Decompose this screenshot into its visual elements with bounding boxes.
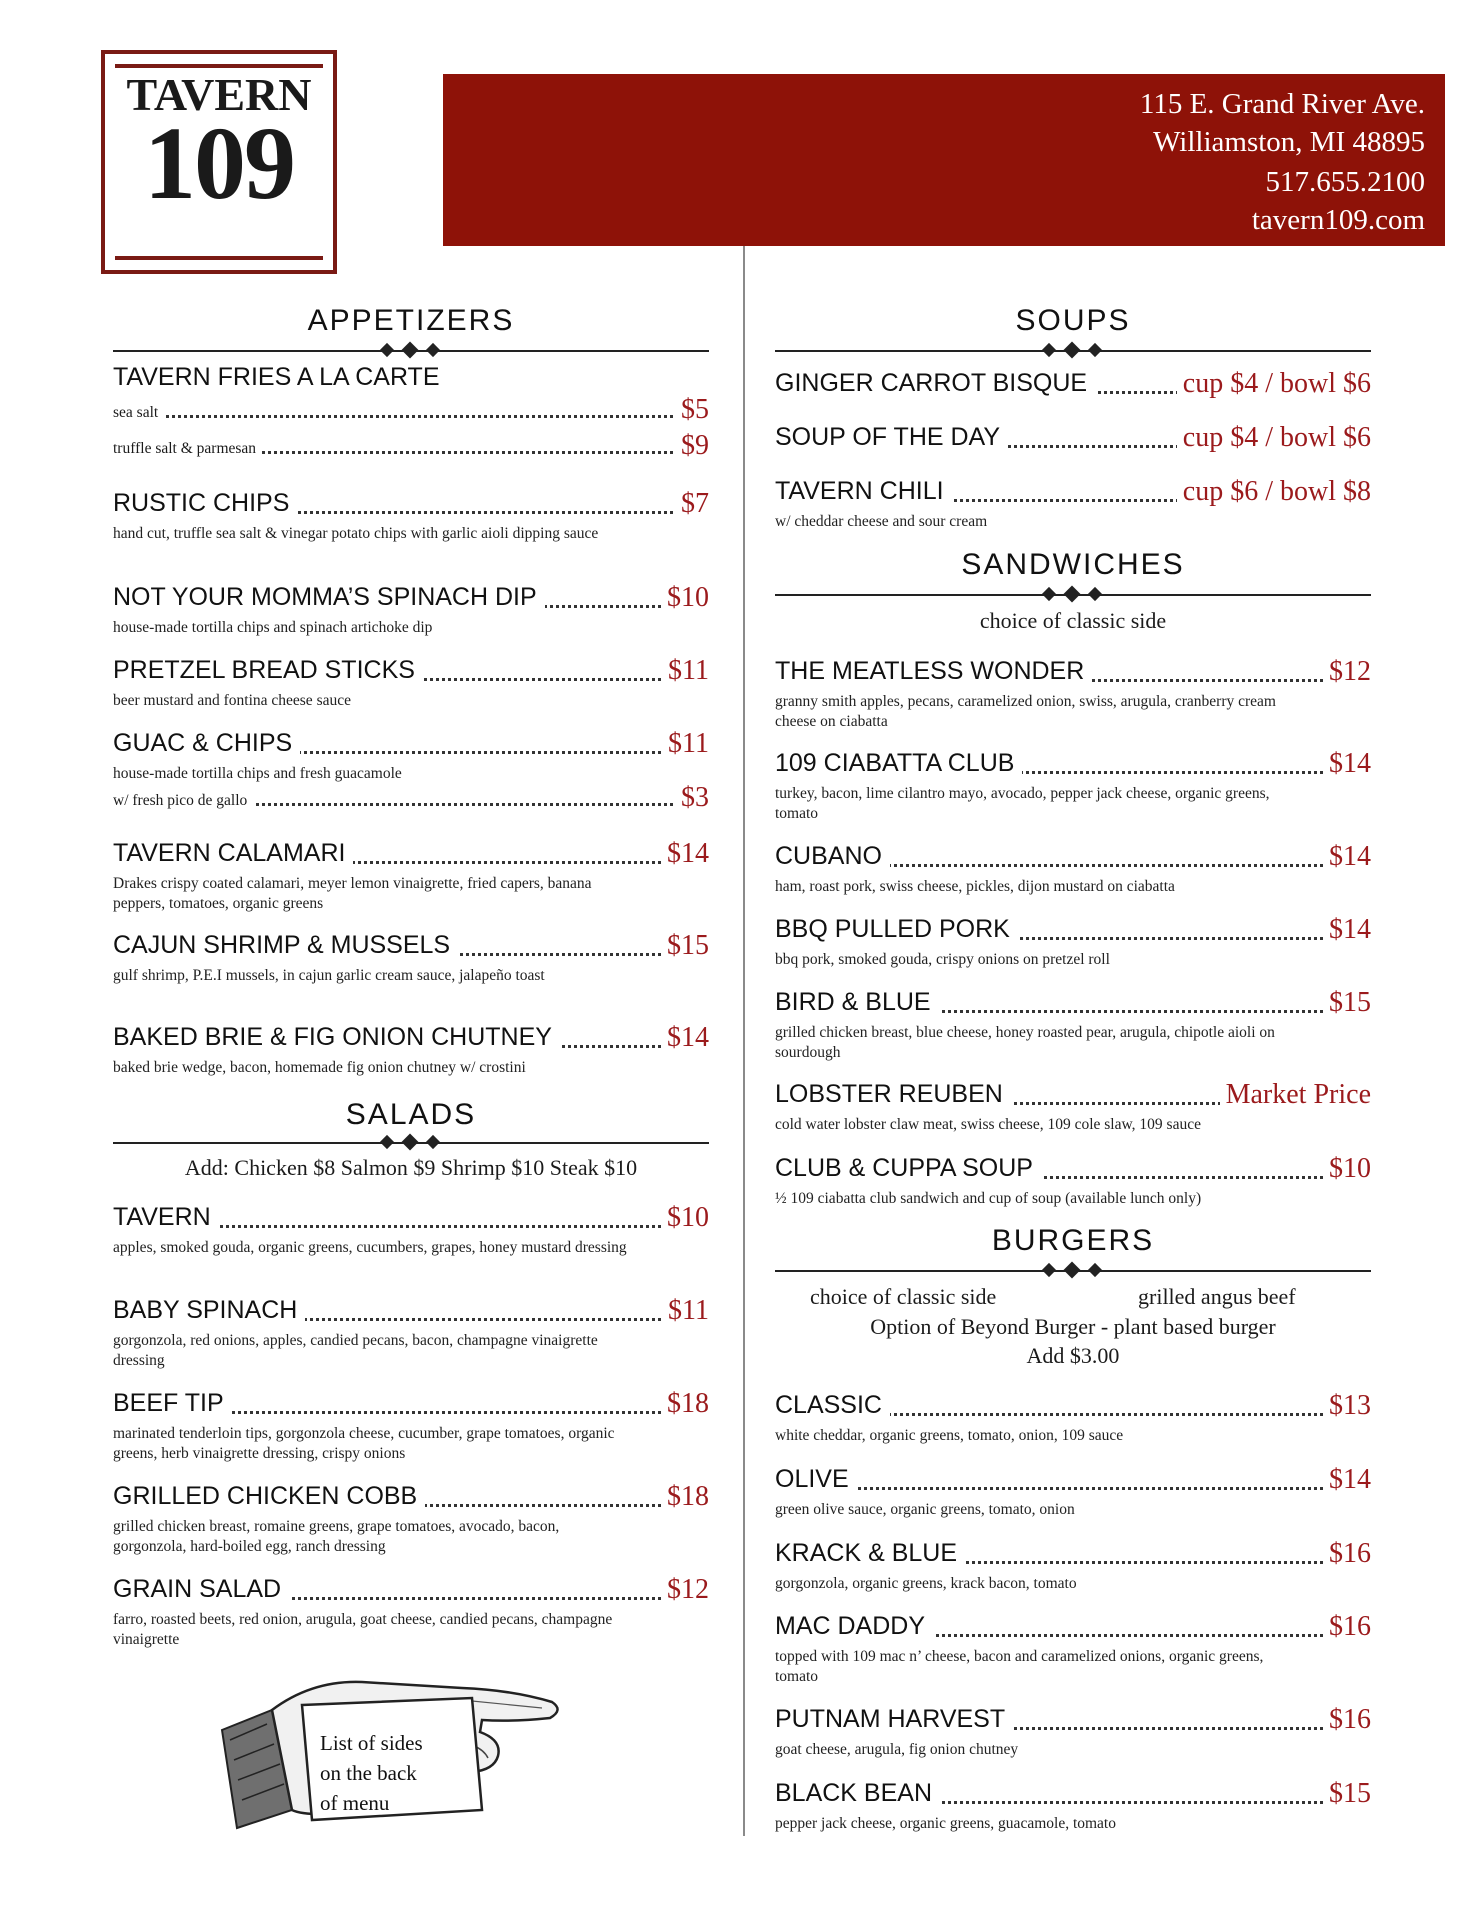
item-price: cup $6 / bowl $8	[1177, 476, 1371, 508]
option-price: $5	[675, 394, 709, 426]
menu-item-tavern-fries	[113, 362, 709, 398]
item-description: topped with 109 mac n’ cheese, bacon and caramelized onions, organic greens, tomato	[775, 1648, 1264, 1685]
item-description: ½ 109 ciabatta club sandwich and cup of soup (available lunch only)	[775, 1190, 1202, 1207]
item-price: $10	[1323, 1153, 1371, 1185]
item-name: CUBANO	[775, 842, 890, 871]
item-price: $16	[1323, 1611, 1371, 1643]
item-price: $15	[661, 930, 709, 962]
item-price: $16	[1323, 1704, 1371, 1736]
item-price: $15	[1323, 987, 1371, 1019]
menu-item	[113, 1481, 709, 1557]
option-label: truffle salt & parmesan	[113, 440, 262, 458]
item-description: house-made tortilla chips and fresh guacamole	[113, 765, 402, 782]
item-price: $15	[1323, 1778, 1371, 1810]
tavern-109-logo	[101, 50, 337, 274]
item-name: BABY SPINACH	[113, 1296, 305, 1325]
menu-item	[113, 1022, 709, 1078]
sandwiches-ornament	[1038, 587, 1108, 603]
item-name: BIRD & BLUE	[775, 988, 939, 1017]
item-name: BBQ PULLED PORK	[775, 915, 1018, 944]
item-name: BLACK BEAN	[775, 1779, 940, 1808]
menu-item	[775, 1704, 1371, 1760]
item-description: gulf shrimp, P.E.I mussels, in cajun garlic cream sauce, jalapeño toast	[113, 967, 545, 984]
item-name: SOUP OF THE DAY	[775, 423, 1008, 452]
option-label: w/ fresh pico de gallo	[113, 792, 253, 810]
burgers-note-side: choice of classic side	[810, 1284, 997, 1309]
dot-leader	[775, 1487, 1371, 1490]
item-name: MAC DADDY	[775, 1612, 933, 1641]
item-name: OLIVE	[775, 1465, 857, 1494]
salads-ornament	[376, 1135, 446, 1151]
item-price: $14	[661, 838, 709, 870]
appetizers-ornament	[376, 343, 446, 359]
item-price: $10	[661, 1202, 709, 1234]
burgers-ornament	[1038, 1263, 1108, 1279]
item-name: BAKED BRIE & FIG ONION CHUTNEY	[113, 1023, 560, 1052]
item-price: cup $4 / bowl $6	[1177, 422, 1371, 454]
item-price: $11	[662, 655, 709, 687]
option-price: $9	[675, 430, 709, 462]
item-name: GRILLED CHICKEN COBB	[113, 1482, 425, 1511]
item-description: cold water lobster claw meat, swiss cheese, 109 cole slaw, 109 sauce	[775, 1116, 1201, 1133]
menu-item	[775, 914, 1371, 970]
item-name: THE MEATLESS WONDER	[775, 657, 1092, 686]
menu-item	[113, 655, 709, 711]
card-line-3: of menu	[320, 1791, 390, 1815]
menu-item	[775, 476, 1371, 532]
menu-item	[113, 728, 709, 784]
item-description: grilled chicken breast, blue cheese, honey roasted pear, arugula, chipotle aioli on sourdough	[775, 1024, 1275, 1061]
item-price: $14	[1323, 1464, 1371, 1496]
item-name: GINGER CARROT BISQUE	[775, 369, 1095, 398]
item-name: RUSTIC CHIPS	[113, 489, 297, 518]
item-price: $14	[1323, 914, 1371, 946]
item-price: $18	[661, 1388, 709, 1420]
guac-pico-option	[113, 782, 709, 816]
item-name: 109 CIABATTA CLUB	[775, 749, 1022, 778]
menu-item	[775, 1538, 1371, 1594]
item-description: Drakes crispy coated calamari, meyer lemon vinaigrette, fried capers, banana peppers, tomatoes, organic greens	[113, 875, 592, 912]
menu-item	[775, 1611, 1371, 1687]
item-name: TAVERN	[113, 1203, 219, 1232]
menu-item	[775, 841, 1371, 897]
dot-leader	[113, 415, 709, 418]
item-price: $12	[1323, 656, 1371, 688]
burgers-note-beef: grilled angus beef	[1138, 1284, 1296, 1309]
option-label: sea salt	[113, 404, 164, 422]
menu-item	[113, 1295, 709, 1371]
item-price: $14	[1323, 841, 1371, 873]
menu-item	[775, 422, 1371, 458]
item-name: TAVERN CALAMARI	[113, 839, 353, 868]
card-line-1: List of sides	[320, 1731, 423, 1755]
item-name: CLUB & CUPPA SOUP	[775, 1154, 1041, 1183]
item-price: $12	[661, 1574, 709, 1606]
item-description: turkey, bacon, lime cilantro mayo, avocado, pepper jack cheese, organic greens, tomato	[775, 785, 1270, 822]
item-price: $16	[1323, 1538, 1371, 1570]
menu-item	[775, 1079, 1371, 1135]
item-price: $14	[1323, 748, 1371, 780]
item-name: TAVERN CHILI	[775, 477, 952, 506]
menu-item	[113, 838, 709, 914]
menu-item	[113, 930, 709, 986]
item-description: apples, smoked gouda, organic greens, cucumbers, grapes, honey mustard dressing	[113, 1239, 627, 1256]
sandwiches-title: SANDWICHES	[961, 548, 1185, 581]
item-description: w/ cheddar cheese and sour cream	[775, 513, 988, 530]
menu-item	[113, 1388, 709, 1464]
menu-item	[113, 1202, 709, 1258]
item-name: GRAIN SALAD	[113, 1575, 289, 1604]
menu-item	[113, 488, 709, 544]
item-name: NOT YOUR MOMMA’S SPINACH DIP	[113, 583, 545, 612]
item-name: LOBSTER REUBEN	[775, 1080, 1011, 1109]
salads-add-proteins: Add: Chicken $8 Salmon $9 Shrimp $10 Steak $10	[184, 1155, 638, 1180]
item-name: KRACK & BLUE	[775, 1539, 965, 1568]
item-price: $10	[661, 582, 709, 614]
address-line-2: Williamston, MI 48895	[1153, 126, 1425, 158]
menu-item	[113, 582, 709, 638]
burgers-beyond-price: Add $3.00	[1026, 1343, 1120, 1368]
menu-item	[113, 1574, 709, 1650]
item-description: house-made tortilla chips and spinach artichoke dip	[113, 619, 433, 636]
item-description: goat cheese, arugula, fig onion chutney	[775, 1741, 1019, 1758]
item-name: PUTNAM HARVEST	[775, 1705, 1013, 1734]
soups-ornament	[1038, 343, 1108, 359]
item-description: hand cut, truffle sea salt & vinegar potato chips with garlic aioli dipping sauce	[113, 525, 599, 542]
item-description: beer mustard and fontina cheese sauce	[113, 692, 351, 709]
burgers-beyond-option: Option of Beyond Burger - plant based burger	[870, 1314, 1276, 1339]
item-description: granny smith apples, pecans, caramelized onion, swiss, arugula, cranberry cream cheese on ciabatta	[775, 693, 1276, 730]
salads-title: SALADS	[345, 1098, 477, 1131]
fries-option-truffle	[113, 430, 709, 464]
item-description: green olive sauce, organic greens, tomato, onion	[775, 1501, 1075, 1518]
card-line-2: on the back	[320, 1761, 417, 1785]
item-description: pepper jack cheese, organic greens, guacamole, tomato	[775, 1815, 1116, 1832]
menu-item	[775, 656, 1371, 732]
menu-item	[775, 987, 1371, 1063]
menu-item	[775, 1464, 1371, 1520]
item-name: CLASSIC	[775, 1391, 890, 1420]
logo-word: TAVERN	[126, 69, 312, 120]
item-name: BEEF TIP	[113, 1389, 232, 1418]
item-price: Market Price	[1220, 1079, 1371, 1111]
option-price: $3	[675, 782, 709, 814]
item-price: $7	[675, 488, 709, 520]
item-description: gorgonzola, red onions, apples, candied pecans, bacon, champagne vinaigrette dressing	[113, 1332, 598, 1369]
item-description: baked brie wedge, bacon, homemade fig onion chutney w/ crostini	[113, 1059, 526, 1076]
item-name: TAVERN FRIES A LA CARTE	[113, 363, 440, 391]
sandwiches-note: choice of classic side	[979, 608, 1167, 633]
burgers-title: BURGERS	[991, 1224, 1155, 1257]
item-name: PRETZEL BREAD STICKS	[113, 656, 423, 685]
fries-option-sea-salt	[113, 394, 709, 428]
appetizers-title: APPETIZERS	[307, 304, 515, 337]
item-price: $11	[662, 1295, 709, 1327]
item-description: white cheddar, organic greens, tomato, onion, 109 sauce	[775, 1427, 1124, 1444]
menu-item	[775, 1390, 1371, 1446]
item-name: CAJUN SHRIMP & MUSSELS	[113, 931, 458, 960]
item-price: cup $4 / bowl $6	[1177, 368, 1371, 400]
column-divider	[743, 246, 745, 1836]
menu-item	[775, 1153, 1371, 1209]
contact-header-bar	[443, 74, 1445, 246]
sides-note-card	[300, 1725, 470, 1845]
item-price: $18	[661, 1481, 709, 1513]
website: tavern109.com	[1251, 204, 1425, 236]
item-price: $11	[662, 728, 709, 760]
item-price: $14	[661, 1022, 709, 1054]
phone-number: 517.655.2100	[1265, 166, 1425, 198]
menu-item	[775, 1778, 1371, 1834]
item-name: GUAC & CHIPS	[113, 729, 300, 758]
item-description: bbq pork, smoked gouda, crispy onions on pretzel roll	[775, 951, 1110, 968]
address-line-1: 115 E. Grand River Ave.	[1139, 88, 1425, 120]
menu-item	[775, 368, 1371, 404]
logo-number: 109	[144, 106, 294, 221]
item-description: gorgonzola, organic greens, krack bacon, tomato	[775, 1575, 1077, 1592]
menu-item	[775, 748, 1371, 824]
item-description: marinated tenderloin tips, gorgonzola cheese, cucumber, grape tomatoes, organic greens, herb vinaigrette dressing, crispy onions	[113, 1425, 615, 1462]
item-description: ham, roast pork, swiss cheese, pickles, dijon mustard on ciabatta	[775, 878, 1175, 895]
item-description: farro, roasted beets, red onion, arugula, goat cheese, candied pecans, champagne vinaigrette	[113, 1611, 613, 1648]
soups-title: SOUPS	[1015, 304, 1131, 337]
item-description: grilled chicken breast, romaine greens, grape tomatoes, avocado, bacon, gorgonzola, hard-boiled egg, ranch dressing	[113, 1518, 560, 1555]
item-price: $13	[1323, 1390, 1371, 1422]
